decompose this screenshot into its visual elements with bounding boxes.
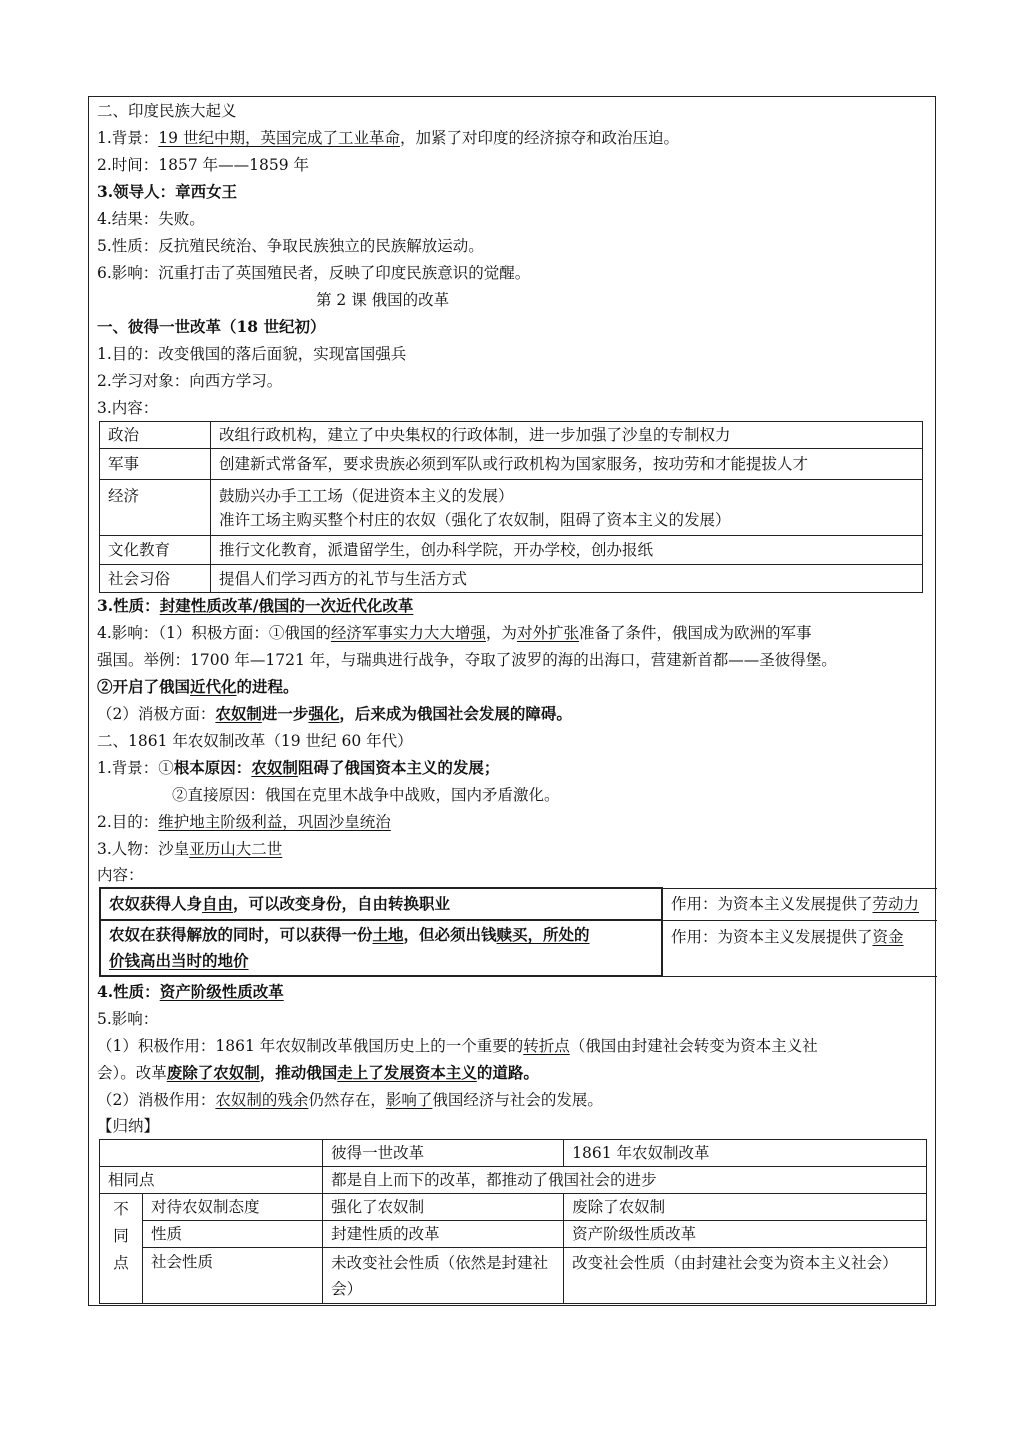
reform1861-content-table: [99, 887, 937, 977]
india-background: 1.背景：19 世纪中期，英国完成了工业革命，加紧了对印度的经济掠夺和政治压迫。: [97, 129, 679, 147]
table-row: [100, 565, 923, 593]
reform1861-background: 1.背景：①根本原因：农奴制阻碍了俄国资本主义的发展；: [97, 758, 500, 777]
peter-impact-line1: 4.影响：（1）积极方面：①俄国的经济军事实力大大增强，为对外扩张准备了条件，俄国成为欧洲的军事: [97, 624, 812, 642]
table-row: [100, 1221, 927, 1248]
india-nature: 5.性质：反抗殖民统治、争取民族独立的民族解放运动。: [97, 237, 484, 255]
peter-object: 2.学习对象：向西方学习。: [97, 372, 283, 390]
peter-negative: （2）消极方面：农奴制进一步强化，后来成为俄国社会发展的障碍。: [97, 704, 572, 723]
reform1861-title: 二、1861 年农奴制改革（19 世纪 60 年代）: [97, 732, 413, 750]
table-row: [100, 480, 923, 536]
reform1861-positive-line2: 会）。改革废除了农奴制，推动俄国走上了发展资本主义的道路。: [97, 1063, 539, 1082]
table-cell: 未改变社会性质（依然是封建社会）: [323, 1248, 564, 1304]
table-cell: [100, 1140, 323, 1167]
table-cell: 社会习俗: [100, 565, 211, 593]
summary-label: 【归纳】: [97, 1117, 160, 1135]
table-row: [100, 888, 937, 920]
table-row: [100, 449, 923, 480]
peter-goal: 1.目的：改变俄国的落后面貌，实现富国强兵: [97, 345, 407, 363]
table-cell: 军事: [100, 449, 211, 480]
table-cell: 强化了农奴制: [323, 1194, 564, 1221]
table-row: [100, 1194, 927, 1221]
peter-title: 一、彼得一世改革（18 世纪初）: [97, 317, 326, 336]
table-cell: 创建新式常备军，要求贵族必须到军队或行政机构为国家服务，按功劳和才能提拔人才: [211, 449, 923, 480]
table-cell: 都是自上而下的改革，都推动了俄国社会的进步: [323, 1167, 927, 1194]
india-title: 二、印度民族大起义: [97, 102, 237, 120]
table-row: [100, 536, 923, 565]
reform1861-background-direct: ②直接原因：俄国在克里木战争中战败，国内矛盾激化。: [172, 786, 560, 804]
reform1861-person: 3.人物：沙皇亚历山大二世: [97, 840, 283, 858]
table-cell: 农奴获得人身自由，可以改变身份，自由转换职业: [100, 888, 662, 920]
table-cell: 改组行政机构，建立了中央集权的行政体制，进一步加强了沙皇的专制权力: [211, 422, 923, 449]
table-cell: 改变社会性质（由封建社会变为资本主义社会）: [564, 1248, 927, 1304]
india-impact: 6.影响：沉重打击了英国殖民者，反映了印度民族意识的觉醒。: [97, 264, 531, 282]
table-row: [100, 1140, 927, 1167]
table-cell: 政治: [100, 422, 211, 449]
table-cell: 提倡人们学习西方的礼节与生活方式: [211, 565, 923, 593]
table-header-cell: 1861 年农奴制改革: [564, 1140, 927, 1167]
table-cell: 鼓励兴办手工工场（促进资本主义的发展） 准许工场主购买整个村庄的农奴（强化了农奴制，阻碍了资本主义的发展）: [211, 480, 923, 536]
table-cell: 对待农奴制态度: [143, 1194, 323, 1221]
table-cell: 文化教育: [100, 536, 211, 565]
reform1861-content-label: 内容：: [97, 866, 144, 884]
lesson-title: 第 2 课 俄国的改革: [316, 291, 450, 309]
table-cell: 社会性质: [143, 1248, 323, 1304]
peter-impact-line2: 强国。举例：1700 年—1721 年，与瑞典进行战争，夺取了波罗的海的出海口，营建新首都——圣彼得堡。: [97, 651, 837, 669]
summary-table: [99, 1139, 927, 1304]
table-cell: 相同点: [100, 1167, 323, 1194]
india-time: 2.时间：1857 年——1859 年: [97, 156, 310, 174]
peter-impact-line3: ②开启了俄国近代化的进程。: [97, 677, 299, 696]
table-cell: 农奴在获得解放的同时，可以获得一份土地，但必须出钱赎买，所处的 价钱高出当时的地价: [100, 920, 662, 976]
reform1861-negative: （2）消极作用：农奴制的残余仍然存在，影响了俄国经济与社会的发展。: [97, 1091, 603, 1109]
peter-content-label: 3.内容：: [97, 399, 159, 417]
table-cell: 封建性质的改革: [323, 1221, 564, 1248]
table-cell: 废除了农奴制: [564, 1194, 927, 1221]
reform1861-goal: 2.目的：维护地主阶级利益，巩固沙皇统治: [97, 813, 391, 831]
india-result: 4.结果：失败。: [97, 210, 205, 228]
table-cell: 作用：为资本主义发展提供了劳动力: [662, 888, 937, 920]
table-row: [100, 1167, 927, 1194]
peter-content-table: [99, 421, 923, 593]
table-cell: 经济: [100, 480, 211, 536]
table-cell: 推行文化教育，派遣留学生，创办科学院，开办学校，创办报纸: [211, 536, 923, 565]
table-header-cell: 彼得一世改革: [323, 1140, 564, 1167]
table-cell: 作用：为资本主义发展提供了资金: [662, 920, 937, 976]
reform1861-nature: 4.性质：资产阶级性质改革: [97, 982, 284, 1001]
table-row: [100, 1248, 927, 1304]
india-leader: 3.领导人：章西女王: [97, 182, 238, 201]
table-row: [100, 422, 923, 449]
reform1861-positive-line1: （1）积极作用：1861 年农奴制改革俄国历史上的一个重要的转折点（俄国由封建社会转变为资本主义社: [97, 1037, 818, 1055]
table-cell: 资产阶级性质改革: [564, 1221, 927, 1248]
diff-label-cell: 不 同 点: [100, 1194, 143, 1304]
table-cell: 性质: [143, 1221, 323, 1248]
reform1861-impact-label: 5.影响：: [97, 1010, 159, 1028]
table-row: [100, 920, 937, 976]
peter-nature: 3.性质：封建性质改革/俄国的一次近代化改革: [97, 596, 414, 615]
